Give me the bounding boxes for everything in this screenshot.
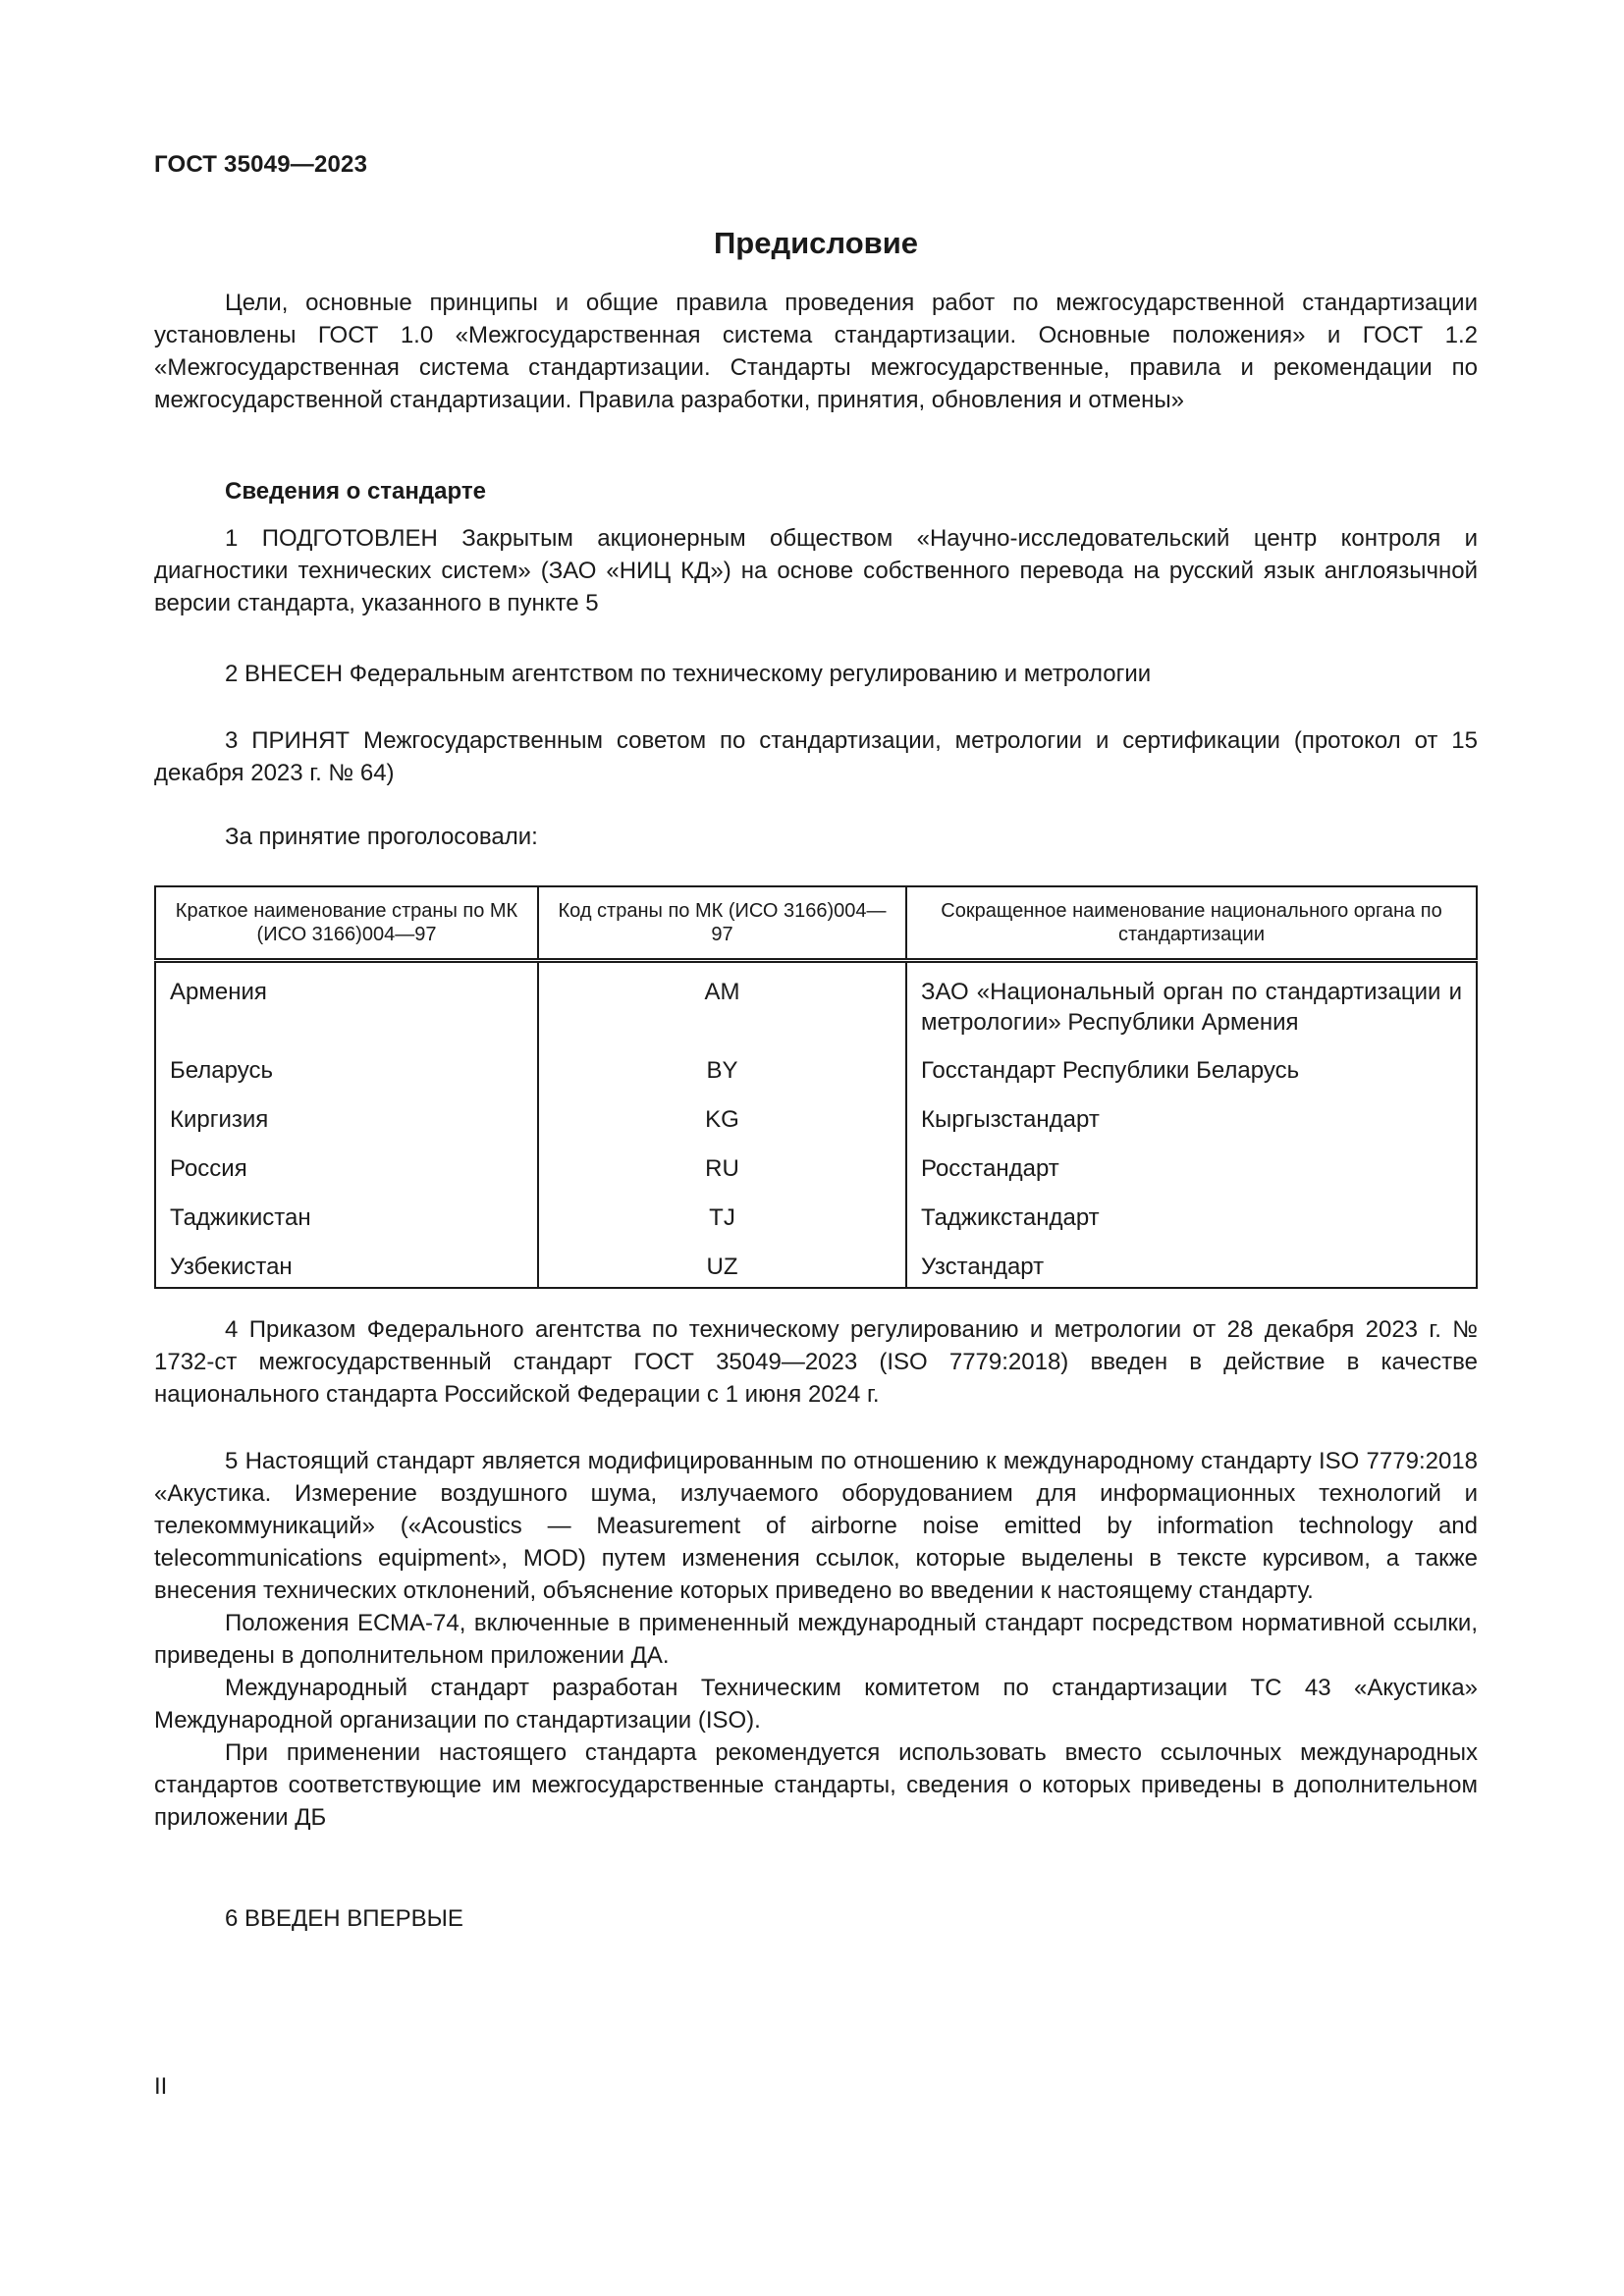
item-2-submitted: 2 ВНЕСЕН Федеральным агентством по техническому регулированию и метрологии (225, 661, 1152, 687)
country-name: Беларусь (155, 1055, 538, 1104)
item-3-adopted: 3 ПРИНЯТ Межгосударственным советом по стандартизации, метрологии и сертификации (протокол от 15 декабря 2023 г. № 64) (154, 727, 1478, 786)
standards-body: Узстандарт (906, 1252, 1477, 1288)
table-row (155, 1055, 1477, 1104)
country-name: Таджикистан (155, 1202, 538, 1252)
item-6-first-introduced: 6 ВВЕДЕН ВПЕРВЫЕ (225, 1905, 463, 1932)
country-code: RU (538, 1153, 906, 1202)
table-row (155, 961, 1477, 1056)
item-2-block (154, 658, 1478, 690)
country-code: AM (538, 961, 906, 1056)
table-row (155, 1153, 1477, 1202)
section-heading-block (154, 475, 1478, 507)
standards-body: Кыргызстандарт (906, 1104, 1477, 1153)
item-6-block (154, 1902, 1478, 1935)
country-name: Узбекистан (155, 1252, 538, 1288)
country-name: Россия (155, 1153, 538, 1202)
country-code: UZ (538, 1252, 906, 1288)
voting-countries-table (154, 885, 1478, 1289)
voted-label-block (154, 821, 1478, 853)
header-country-name: Краткое наименование страны по МК (ИСО 3166)004—97 (155, 886, 538, 961)
country-name: Армения (155, 961, 538, 1056)
voted-label: За принятие проголосовали: (225, 824, 538, 850)
item-4-block (154, 1313, 1478, 1411)
header-country-code: Код страны по МК (ИСО 3166)004—97 (538, 886, 906, 961)
intro-paragraph-block (154, 287, 1478, 416)
item-5-paragraph-1: 5 Настоящий стандарт является модифицированным по отношению к международному стандарту ISO 7779:2018 «Акустика. Измерение воздушного шума, излучаемого оборудованием для информационных технологий и телекоммуникаций» («Acoustics — Measurement of airborne noise emitted by information technology and telecommunications equipment», MOD) путем изменения ссылок, которые выделены в тексте курсивом, а также внесения технических отклонений, объяснение которых приведено во введении к настоящему стандарту. (154, 1448, 1478, 1604)
intro-paragraph: Цели, основные принципы и общие правила проведения работ по межгосударственной стандартизации установлены ГОСТ 1.0 «Межгосударственная система стандартизации. Основные положения» и ГОСТ 1.2 «Межгосударственная система стандартизации. Стандарты межгосударственные, правила и рекомендации по межгосударственной стандартизации. Правила разработки, принятия, обновления и отмены» (154, 290, 1478, 413)
document-code: ГОСТ 35049—2023 (154, 151, 368, 178)
country-code: BY (538, 1055, 906, 1104)
country-code: TJ (538, 1202, 906, 1252)
item-1-prepared: 1 ПОДГОТОВЛЕН Закрытым акционерным обществом «Научно-исследовательский центр контроля и диагностики технических систем» (ЗАО «НИЦ КД») на основе собственного перевода на русский язык англоязычной версии стандарта, указанного в пункте 5 (154, 525, 1478, 616)
standards-body: ЗАО «Национальный орган по стандартизации и метрологии» Республики Армения (906, 961, 1477, 1056)
table-row (155, 1104, 1477, 1153)
item-5-paragraph-2: Положения ЕСМА-74, включенные в примененный международный стандарт посредством нормативной ссылки, приведены в дополнительном приложении ДА. (154, 1610, 1478, 1669)
item-5-paragraph-4: При применении настоящего стандарта рекомендуется использовать вместо ссылочных международных стандартов соответствующие им межгосударственные стандарты, сведения о которых приведены в дополнительном приложении ДБ (154, 1739, 1478, 1831)
page-title: Предисловие (713, 226, 918, 260)
standards-body: Таджикстандарт (906, 1202, 1477, 1252)
item-4-order: 4 Приказом Федерального агентства по техническому регулированию и метрологии от 28 декабря 2023 г. № 1732-ст межгосударственный стандарт ГОСТ 35049—2023 (ISO 7779:2018) введен в действие в качестве национального стандарта Российской Федерации с 1 июня 2024 г. (154, 1316, 1478, 1408)
item-5-paragraph-3: Международный стандарт разработан Техническим комитетом по стандартизации ТС 43 «Акустика» Международной организации по стандартизации (ISO). (154, 1675, 1478, 1734)
standards-body: Росстандарт (906, 1153, 1477, 1202)
table-header-row (155, 886, 1477, 961)
page-number: II (154, 2073, 168, 2100)
item-5-block (154, 1445, 1478, 1834)
section-heading: Сведения о стандарте (225, 478, 486, 505)
item-1-block (154, 522, 1478, 619)
header-standards-body: Сокращенное наименование национального органа по стандартизации (906, 886, 1477, 961)
table-row (155, 1252, 1477, 1288)
country-name: Киргизия (155, 1104, 538, 1153)
standards-body: Госстандарт Республики Беларусь (906, 1055, 1477, 1104)
country-code: KG (538, 1104, 906, 1153)
table-row (155, 1202, 1477, 1252)
item-3-block (154, 724, 1478, 789)
